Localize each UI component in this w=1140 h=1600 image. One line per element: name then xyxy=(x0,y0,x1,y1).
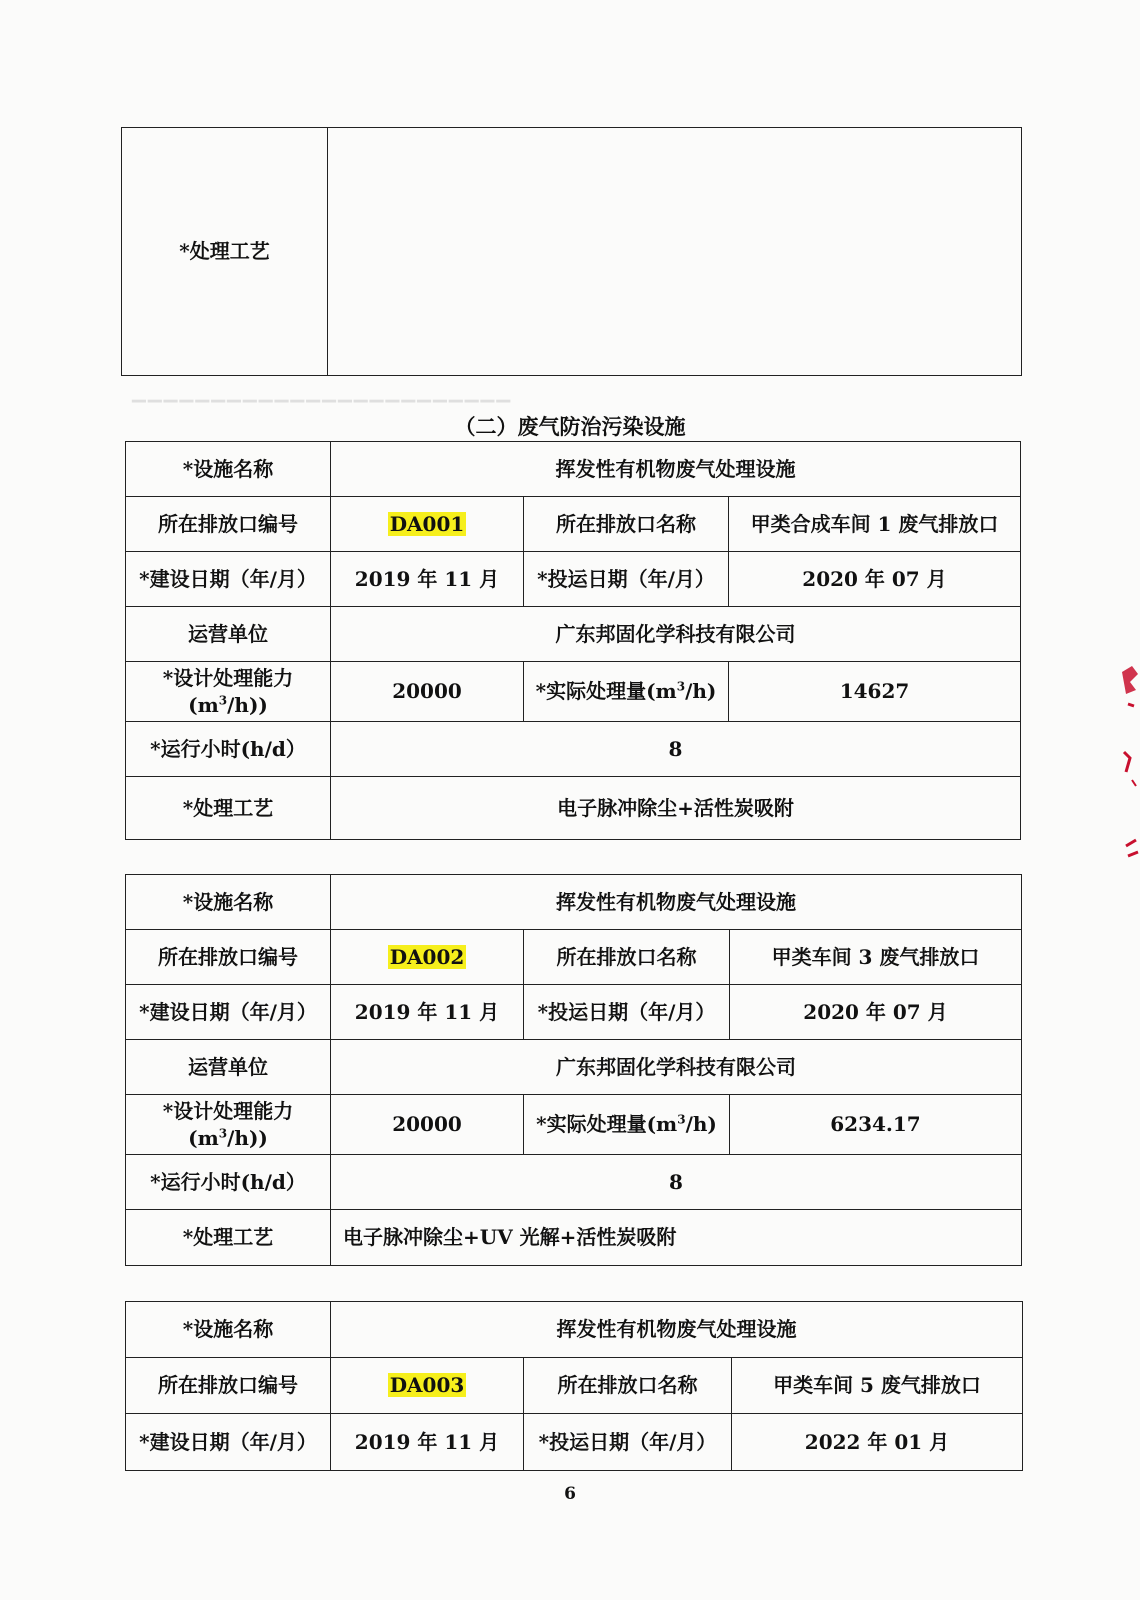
operate-date-value: 2022 年 01 月 xyxy=(732,1414,1023,1471)
run-hours-value: 8 xyxy=(331,722,1021,777)
actual-volume-label: *实际处理量$(m^3/h)$ xyxy=(524,662,729,722)
page-number: 6 xyxy=(564,1484,576,1504)
build-date-value: 2019 年 11 月 xyxy=(331,985,524,1040)
run-hours-label: *运行小时(h/d） xyxy=(126,722,331,777)
facility-name-value: 挥发性有机物废气处理设施 xyxy=(331,875,1022,930)
design-capacity-value: 20000 xyxy=(331,662,524,722)
bleed-through-text: ▁▁▁▁▁▁▁▁▁▁▁▁▁▁▁▁▁▁▁▁▁▁▁▁ xyxy=(132,382,513,403)
process-label: *处理工艺 xyxy=(126,1210,331,1266)
continued-process-table xyxy=(121,127,1022,376)
outlet-number-label: 所在排放口编号 xyxy=(126,497,331,552)
process-label: *处理工艺 xyxy=(122,128,328,376)
operate-date-label: *投运日期（年/月） xyxy=(524,1414,732,1471)
operator-label: 运营单位 xyxy=(126,1040,331,1095)
outlet-number-label: 所在排放口编号 xyxy=(126,930,331,985)
outlet-number-value: DA001 xyxy=(389,511,465,536)
operator-value: 广东邦固化学科技有限公司 xyxy=(331,1040,1022,1095)
outlet-name-label: 所在排放口名称 xyxy=(524,497,729,552)
run-hours-label: *运行小时(h/d） xyxy=(126,1155,331,1210)
build-date-label: *建设日期（年/月） xyxy=(126,552,331,607)
outlet-number-cell xyxy=(331,1358,524,1414)
design-capacity-value: 20000 xyxy=(331,1095,524,1155)
outlet-number-cell xyxy=(331,497,524,552)
outlet-number-cell xyxy=(331,930,524,985)
operator-value: 广东邦固化学科技有限公司 xyxy=(331,607,1021,662)
facility-name-label: *设施名称 xyxy=(126,442,331,497)
facility-name-label: *设施名称 xyxy=(126,875,331,930)
facility-name-value: 挥发性有机物废气处理设施 xyxy=(331,1302,1023,1358)
design-capacity-label: *设计处理能力 $(m^3/h)$) xyxy=(126,662,331,722)
outlet-name-value: 甲类车间 5 废气排放口 xyxy=(732,1358,1023,1414)
process-value: 电子脉冲除尘+活性炭吸附 xyxy=(331,777,1021,840)
outlet-name-value: 甲类合成车间 1 废气排放口 xyxy=(729,497,1021,552)
operate-date-value: 2020 年 07 月 xyxy=(729,552,1021,607)
facility-table-3 xyxy=(125,1301,1023,1471)
facility-table-1 xyxy=(125,441,1021,840)
operator-label: 运营单位 xyxy=(126,607,331,662)
process-label: *处理工艺 xyxy=(126,777,331,840)
operate-date-value: 2020 年 07 月 xyxy=(730,985,1022,1040)
outlet-number-label: 所在排放口编号 xyxy=(126,1358,331,1414)
build-date-label: *建设日期（年/月） xyxy=(126,985,331,1040)
outlet-number-value: DA002 xyxy=(389,944,465,969)
red-seal-fragment xyxy=(1118,660,1140,880)
outlet-name-label: 所在排放口名称 xyxy=(524,930,730,985)
actual-volume-value: 6234.17 xyxy=(730,1095,1022,1155)
section-title: （二）废气防治污染设施 xyxy=(454,414,686,439)
design-capacity-label: *设计处理能力 $(m^3/h)$) xyxy=(126,1095,331,1155)
facility-table-2 xyxy=(125,874,1022,1266)
outlet-number-value: DA003 xyxy=(389,1373,465,1397)
outlet-name-label: 所在排放口名称 xyxy=(524,1358,732,1414)
process-value: 电子脉冲除尘+UV 光解+活性炭吸附 xyxy=(331,1210,1022,1266)
operate-date-label: *投运日期（年/月） xyxy=(524,985,730,1040)
actual-volume-label: *实际处理量$(m^3/h)$ xyxy=(524,1095,730,1155)
build-date-value: 2019 年 11 月 xyxy=(331,1414,524,1471)
outlet-name-value: 甲类车间 3 废气排放口 xyxy=(730,930,1022,985)
build-date-label: *建设日期（年/月） xyxy=(126,1414,331,1471)
process-value xyxy=(328,128,1022,376)
run-hours-value: 8 xyxy=(331,1155,1022,1210)
operate-date-label: *投运日期（年/月） xyxy=(524,552,729,607)
facility-name-value: 挥发性有机物废气处理设施 xyxy=(331,442,1021,497)
build-date-value: 2019 年 11 月 xyxy=(331,552,524,607)
facility-name-label: *设施名称 xyxy=(126,1302,331,1358)
actual-volume-value: 14627 xyxy=(729,662,1021,722)
